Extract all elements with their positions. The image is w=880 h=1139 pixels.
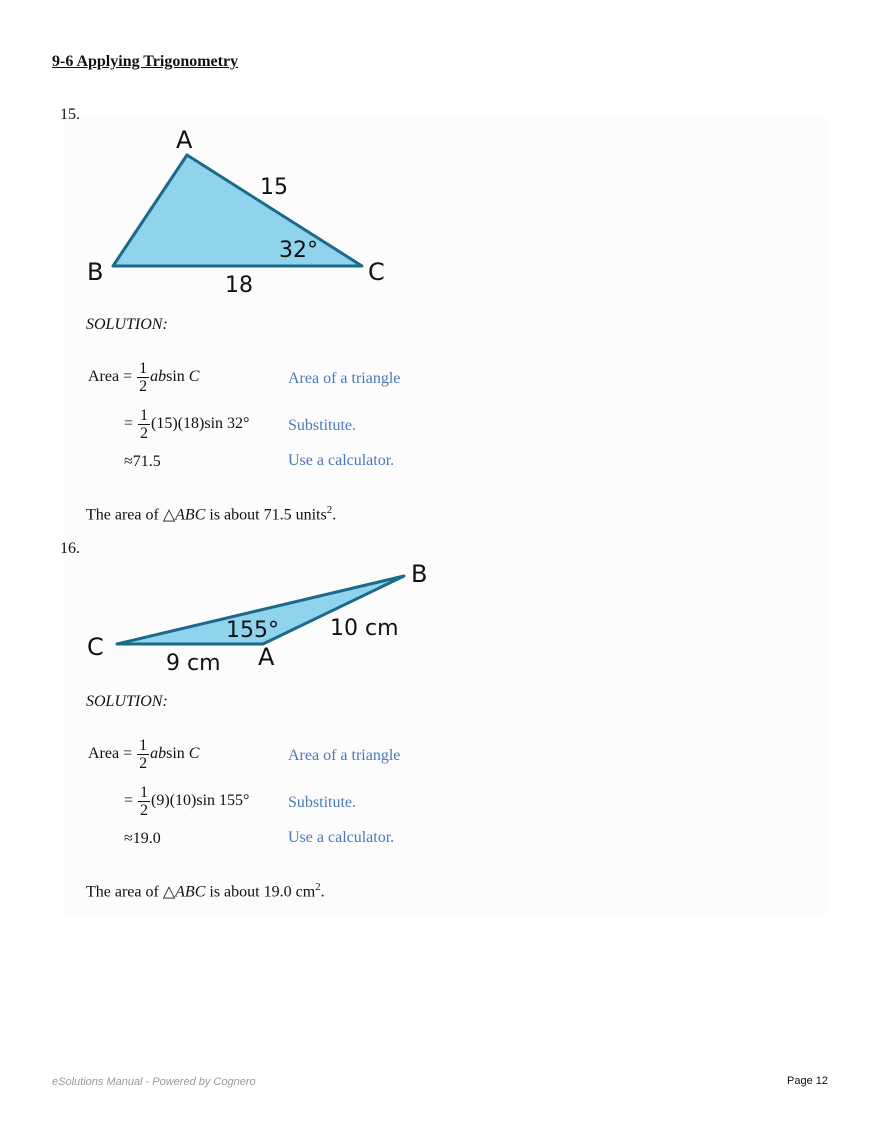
eq-func: sin [166, 368, 185, 386]
vertex-label-a: A [176, 126, 193, 154]
superscript: 2 [326, 504, 333, 516]
vertex-label-a: A [258, 643, 275, 671]
numerator: 1 [139, 360, 148, 377]
denominator: 2 [139, 378, 148, 395]
eq-var-c: C [188, 745, 200, 763]
vertex-label-b: B [411, 560, 428, 588]
fraction [138, 784, 150, 819]
reason-text: Use a calculator. [288, 829, 395, 846]
triangle-symbol: △ [162, 883, 176, 901]
reason-text: Substitute. [288, 417, 357, 434]
triangle-figure-15 [80, 122, 420, 302]
triangle-abc [113, 155, 362, 266]
conclusion-text: is about 71.5 units [205, 506, 327, 524]
eq-lhs: ≈ [124, 453, 133, 470]
solution-label: SOLUTION: [86, 693, 168, 710]
conclusion-text: is about 19.0 cm [205, 883, 316, 901]
eq-lhs: Area = [88, 368, 133, 386]
side-label-ac: 15 [260, 175, 288, 200]
reason-text: Substitute. [288, 794, 357, 811]
angle-label-c: 32° [279, 238, 318, 263]
solution-label: SOLUTION: [86, 316, 168, 333]
denominator: 2 [139, 755, 148, 772]
denominator: 2 [140, 425, 149, 442]
side-label-ab: 10 cm [330, 616, 399, 641]
triangle-figure-16 [80, 552, 450, 682]
side-label-ca: 9 cm [166, 651, 221, 676]
triangle-name: ABC [175, 883, 206, 901]
vertex-label-c: C [87, 633, 104, 661]
eq-lhs: Area = [88, 745, 133, 763]
eq-vars: ab [150, 745, 167, 763]
eq-rhs: 71.5 [132, 453, 161, 470]
problem-number: 16. [60, 540, 80, 557]
vertex-label-c: C [368, 258, 385, 286]
eq-lhs: ≈ [124, 830, 133, 847]
eq-lhs: = [124, 415, 134, 433]
page-title: 9-6 Applying Trigonometry [52, 53, 239, 70]
eq-rhs: 19.0 [132, 830, 161, 847]
triangle-symbol: △ [162, 506, 176, 524]
side-label-bc: 18 [225, 273, 253, 298]
fraction [138, 407, 150, 442]
reason-text: Area of a triangle [288, 747, 401, 764]
denominator: 2 [140, 802, 149, 819]
eq-vars: ab [150, 368, 167, 386]
vertex-label-b: B [87, 258, 104, 286]
conclusion [86, 504, 336, 524]
period: . [332, 506, 337, 524]
triangle-name: ABC [175, 506, 206, 524]
reason-text: Use a calculator. [288, 452, 395, 469]
eq-rhs: (15)(18)sin 32° [151, 415, 250, 433]
eq-lhs: = [124, 792, 134, 810]
problem-number: 15. [60, 106, 80, 123]
fraction [137, 360, 149, 395]
numerator: 1 [139, 737, 148, 754]
superscript: 2 [315, 881, 321, 893]
conclusion-text: The area of [86, 506, 163, 524]
eq-func: sin [166, 745, 185, 763]
reason-text: Area of a triangle [288, 370, 401, 387]
numerator: 1 [140, 407, 149, 424]
page-number: Page 12 [787, 1075, 828, 1087]
period: . [320, 883, 325, 901]
conclusion-text: The area of [86, 883, 163, 901]
footer-credit: eSolutions Manual - Powered by Cognero [52, 1076, 256, 1088]
eq-rhs: (9)(10)sin 155° [151, 792, 250, 810]
angle-label-a: 155° [226, 618, 279, 643]
numerator: 1 [140, 784, 149, 801]
conclusion [86, 881, 325, 901]
eq-var-c: C [188, 368, 200, 386]
fraction [137, 737, 149, 772]
